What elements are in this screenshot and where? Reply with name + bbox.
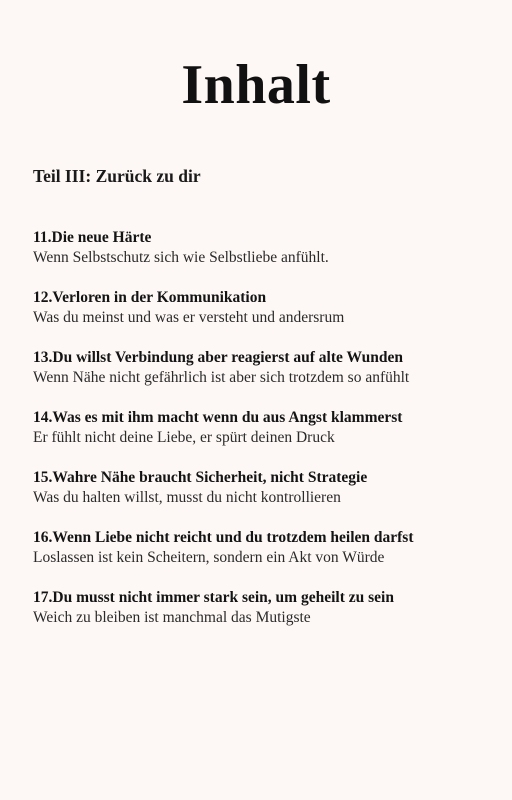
toc-entry-11 bbox=[33, 228, 493, 268]
toc-entry-15 bbox=[33, 468, 493, 508]
toc-entry-title: 13.Du willst Verbindung aber reagierst auf alte Wunden bbox=[33, 349, 404, 366]
toc-entry-subtitle: Was du meinst und was er versteht und andersrum bbox=[33, 309, 345, 326]
toc-entry-17 bbox=[33, 588, 493, 628]
toc-entry-subtitle: Weich zu bleiben ist manchmal das Mutigste bbox=[33, 609, 311, 626]
toc-entry-title: 16.Wenn Liebe nicht reicht und du trotzdem heilen darfst bbox=[33, 529, 414, 546]
toc-entry-subtitle: Wenn Nähe nicht gefährlich ist aber sich trotzdem so anfühlt bbox=[33, 369, 410, 386]
toc-entry-13 bbox=[33, 348, 493, 388]
toc-entry-subtitle: Was du halten willst, musst du nicht kontrollieren bbox=[33, 489, 341, 506]
toc-entry-14 bbox=[33, 408, 493, 448]
toc-entry-title: 14.Was es mit ihm macht wenn du aus Angst klammerst bbox=[33, 409, 403, 426]
part-heading: Teil III: Zurück zu dir bbox=[33, 166, 201, 186]
toc-entry-title: 12.Verloren in der Kommunikation bbox=[33, 289, 267, 306]
toc-entry-subtitle: Loslassen ist kein Scheitern, sondern ein Akt von Würde bbox=[33, 549, 385, 566]
toc-entry-title: 11.Die neue Härte bbox=[33, 229, 152, 246]
toc-entry-16 bbox=[33, 528, 493, 568]
toc-entry-12 bbox=[33, 288, 493, 328]
toc-entry-subtitle: Er fühlt nicht deine Liebe, er spürt deinen Druck bbox=[33, 429, 335, 446]
table-of-contents bbox=[33, 228, 493, 648]
toc-entry-subtitle: Wenn Selbstschutz sich wie Selbstliebe anfühlt. bbox=[33, 249, 329, 266]
page-title: Inhalt bbox=[181, 54, 331, 116]
toc-entry-title: 17.Du musst nicht immer stark sein, um geheilt zu sein bbox=[33, 589, 394, 606]
toc-entry-title: 15.Wahre Nähe braucht Sicherheit, nicht Strategie bbox=[33, 469, 368, 486]
